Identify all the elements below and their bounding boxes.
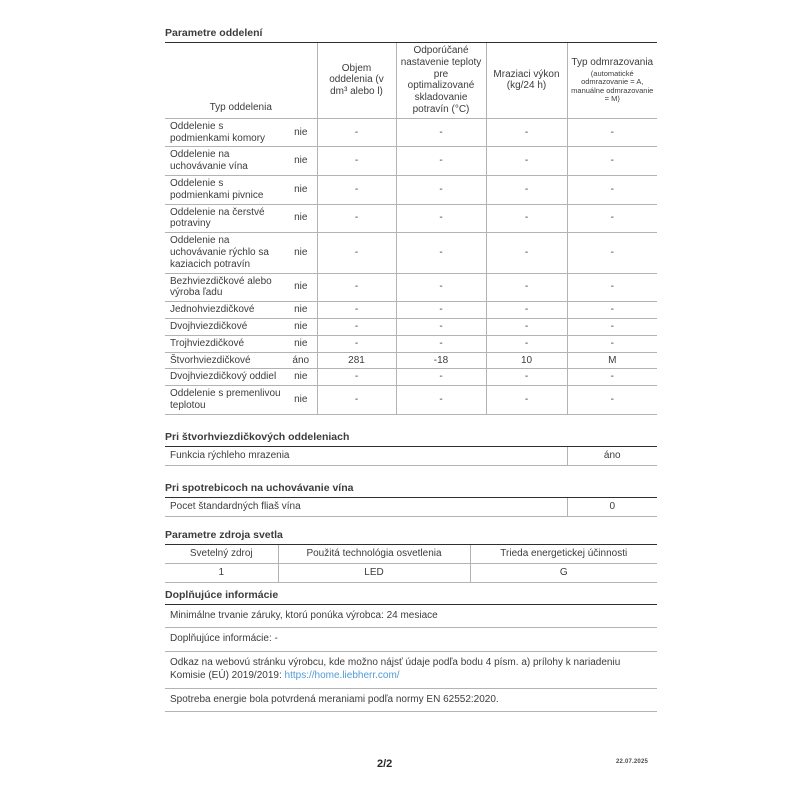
compartment-volume: - bbox=[317, 273, 396, 302]
light-value-technology: LED bbox=[278, 563, 470, 582]
wine-section-title: Pri spotrebicoch na uchovávanie vína bbox=[165, 482, 657, 498]
light-value-row bbox=[165, 563, 657, 582]
compartment-label: Oddelenie na uchovávanie rýchlo sa kaziacich potravín bbox=[165, 233, 285, 273]
wine-row-label: Pocet štandardných fliaš vína bbox=[165, 498, 567, 517]
compartment-label: Oddelenie s premenlivou teplotou bbox=[165, 386, 285, 415]
compartment-temperature: - bbox=[396, 273, 486, 302]
compartment-volume: - bbox=[317, 369, 396, 386]
light-value-energy-class: G bbox=[470, 563, 657, 582]
compartment-present: áno bbox=[285, 352, 317, 369]
compartment-label: Štvorhviezdičkové bbox=[165, 352, 285, 369]
compartment-temperature: - bbox=[396, 204, 486, 233]
compartment-defrost: M bbox=[567, 352, 657, 369]
compartment-present: nie bbox=[285, 302, 317, 319]
wine-table bbox=[165, 498, 657, 517]
compartment-freezing: - bbox=[486, 369, 567, 386]
compartment-label: Oddelenie na čerstvé potraviny bbox=[165, 204, 285, 233]
compartment-temperature: - bbox=[396, 175, 486, 204]
table-row bbox=[165, 447, 657, 466]
table-row bbox=[165, 273, 657, 302]
compartment-temperature: - bbox=[396, 302, 486, 319]
compartment-freezing: - bbox=[486, 273, 567, 302]
four-star-row-value: áno bbox=[567, 447, 657, 466]
light-header-source: Svetelný zdroj bbox=[165, 545, 278, 564]
compartment-defrost: - bbox=[567, 369, 657, 386]
page-number: 2/2 bbox=[377, 758, 393, 770]
compartment-defrost: - bbox=[567, 335, 657, 352]
compartment-volume: - bbox=[317, 386, 396, 415]
compartment-defrost: - bbox=[567, 175, 657, 204]
table-row bbox=[165, 352, 657, 369]
compartment-volume: - bbox=[317, 175, 396, 204]
col-header-defrost-type bbox=[567, 43, 657, 118]
compartment-present: nie bbox=[285, 233, 317, 273]
table-row bbox=[165, 175, 657, 204]
compartment-temperature: - bbox=[396, 147, 486, 176]
col-header-volume: Objem oddelenia (v dm³ alebo l) bbox=[317, 43, 396, 118]
info-row-warranty: Minimálne trvanie záruky, ktorú ponúka výrobca: 24 mesiace bbox=[165, 605, 657, 629]
compartment-label: Oddelenie s podmienkami komory bbox=[165, 118, 285, 147]
compartment-freezing: - bbox=[486, 386, 567, 415]
compartment-defrost: - bbox=[567, 386, 657, 415]
info-row-additional: Doplňujúce informácie: - bbox=[165, 628, 657, 652]
table-row bbox=[165, 498, 657, 517]
compartment-temperature: - bbox=[396, 386, 486, 415]
info-row-manufacturer-link bbox=[165, 652, 657, 689]
compartment-temperature: -18 bbox=[396, 352, 486, 369]
additional-info-section-title: Doplňujúce informácie bbox=[165, 589, 657, 605]
table-row bbox=[165, 369, 657, 386]
compartment-temperature: - bbox=[396, 318, 486, 335]
compartment-volume: - bbox=[317, 335, 396, 352]
compartment-freezing: - bbox=[486, 204, 567, 233]
compartment-present: nie bbox=[285, 335, 317, 352]
col-header-type: Typ oddelenia bbox=[165, 43, 317, 118]
compartment-present: nie bbox=[285, 369, 317, 386]
compartment-volume: - bbox=[317, 204, 396, 233]
compartment-freezing: 10 bbox=[486, 352, 567, 369]
compartment-defrost: - bbox=[567, 204, 657, 233]
compartment-freezing: - bbox=[486, 118, 567, 147]
info-row-energy-standard: Spotreba energie bola potvrdená meraniami podľa normy EN 62552:2020. bbox=[165, 689, 657, 713]
table-row bbox=[165, 302, 657, 319]
compartment-label: Dvojhviezdičkové bbox=[165, 318, 285, 335]
footer-date: 22.07.2025 bbox=[616, 759, 649, 765]
compartment-present: nie bbox=[285, 318, 317, 335]
defrost-header-note: (automatické odmrazovanie = A, manuálne odmrazovanie = M) bbox=[571, 68, 654, 104]
compartment-defrost: - bbox=[567, 233, 657, 273]
compartments-header-row bbox=[165, 43, 657, 118]
four-star-table bbox=[165, 447, 657, 466]
compartment-volume: - bbox=[317, 233, 396, 273]
four-star-section-title: Pri štvorhviezdičkových oddeleniach bbox=[165, 431, 657, 447]
compartment-defrost: - bbox=[567, 318, 657, 335]
defrost-header-main: Typ odmrazovania bbox=[571, 56, 654, 68]
compartment-defrost: - bbox=[567, 273, 657, 302]
compartment-freezing: - bbox=[486, 147, 567, 176]
compartment-label: Bezhviezdičkové alebo výroba ľadu bbox=[165, 273, 285, 302]
compartment-defrost: - bbox=[567, 118, 657, 147]
compartment-temperature: - bbox=[396, 233, 486, 273]
compartment-volume: - bbox=[317, 318, 396, 335]
table-row bbox=[165, 386, 657, 415]
table-row bbox=[165, 118, 657, 147]
compartment-volume: - bbox=[317, 118, 396, 147]
compartment-defrost: - bbox=[567, 302, 657, 319]
compartment-label: Trojhviezdičkové bbox=[165, 335, 285, 352]
compartment-freezing: - bbox=[486, 335, 567, 352]
light-section-title: Parametre zdroja svetla bbox=[165, 529, 657, 545]
table-row bbox=[165, 318, 657, 335]
col-header-freezing-capacity: Mraziaci výkon (kg/24 h) bbox=[486, 43, 567, 118]
compartment-volume: - bbox=[317, 302, 396, 319]
compartment-label: Oddelenie s podmienkami pivnice bbox=[165, 175, 285, 204]
table-row bbox=[165, 335, 657, 352]
compartments-table bbox=[165, 43, 657, 415]
table-row bbox=[165, 204, 657, 233]
compartment-freezing: - bbox=[486, 302, 567, 319]
four-star-row-label: Funkcia rýchleho mrazenia bbox=[165, 447, 567, 466]
compartment-freezing: - bbox=[486, 318, 567, 335]
light-value-source: 1 bbox=[165, 563, 278, 582]
light-header-row bbox=[165, 545, 657, 564]
document-content bbox=[165, 27, 657, 712]
compartment-label: Jednohviezdičkové bbox=[165, 302, 285, 319]
light-header-energy-class: Trieda energetickej účinnosti bbox=[470, 545, 657, 564]
compartment-volume: 281 bbox=[317, 352, 396, 369]
compartment-label: Oddelenie na uchovávanie vína bbox=[165, 147, 285, 176]
compartment-present: nie bbox=[285, 147, 317, 176]
light-source-table bbox=[165, 545, 657, 583]
compartment-present: nie bbox=[285, 175, 317, 204]
wine-row-value: 0 bbox=[567, 498, 657, 517]
compartment-label: Dvojhviezdičkový oddiel bbox=[165, 369, 285, 386]
table-row bbox=[165, 233, 657, 273]
compartment-volume: - bbox=[317, 147, 396, 176]
info-row-link-text: Odkaz na webovú stránku výrobcu, kde možno nájsť údaje podľa bodu 4 písm. a) prílohy k nariadeniu Komisie (EÚ) 2019/2019: bbox=[170, 656, 621, 682]
compartment-temperature: - bbox=[396, 335, 486, 352]
compartments-table-body bbox=[165, 118, 657, 414]
compartment-temperature: - bbox=[396, 369, 486, 386]
light-header-technology: Použitá technológia osvetlenia bbox=[278, 545, 470, 564]
col-header-temperature: Odporúčané nastavenie teploty pre optimalizované skladovanie potravín (°C) bbox=[396, 43, 486, 118]
compartment-present: nie bbox=[285, 273, 317, 302]
manufacturer-website-link[interactable]: https://home.liebherr.com/ bbox=[284, 670, 400, 682]
compartment-freezing: - bbox=[486, 175, 567, 204]
compartments-section-title: Parametre oddelení bbox=[165, 27, 657, 43]
compartment-present: nie bbox=[285, 118, 317, 147]
compartment-defrost: - bbox=[567, 147, 657, 176]
compartment-freezing: - bbox=[486, 233, 567, 273]
compartment-present: nie bbox=[285, 204, 317, 233]
compartment-present: nie bbox=[285, 386, 317, 415]
table-row bbox=[165, 147, 657, 176]
compartment-temperature: - bbox=[396, 118, 486, 147]
